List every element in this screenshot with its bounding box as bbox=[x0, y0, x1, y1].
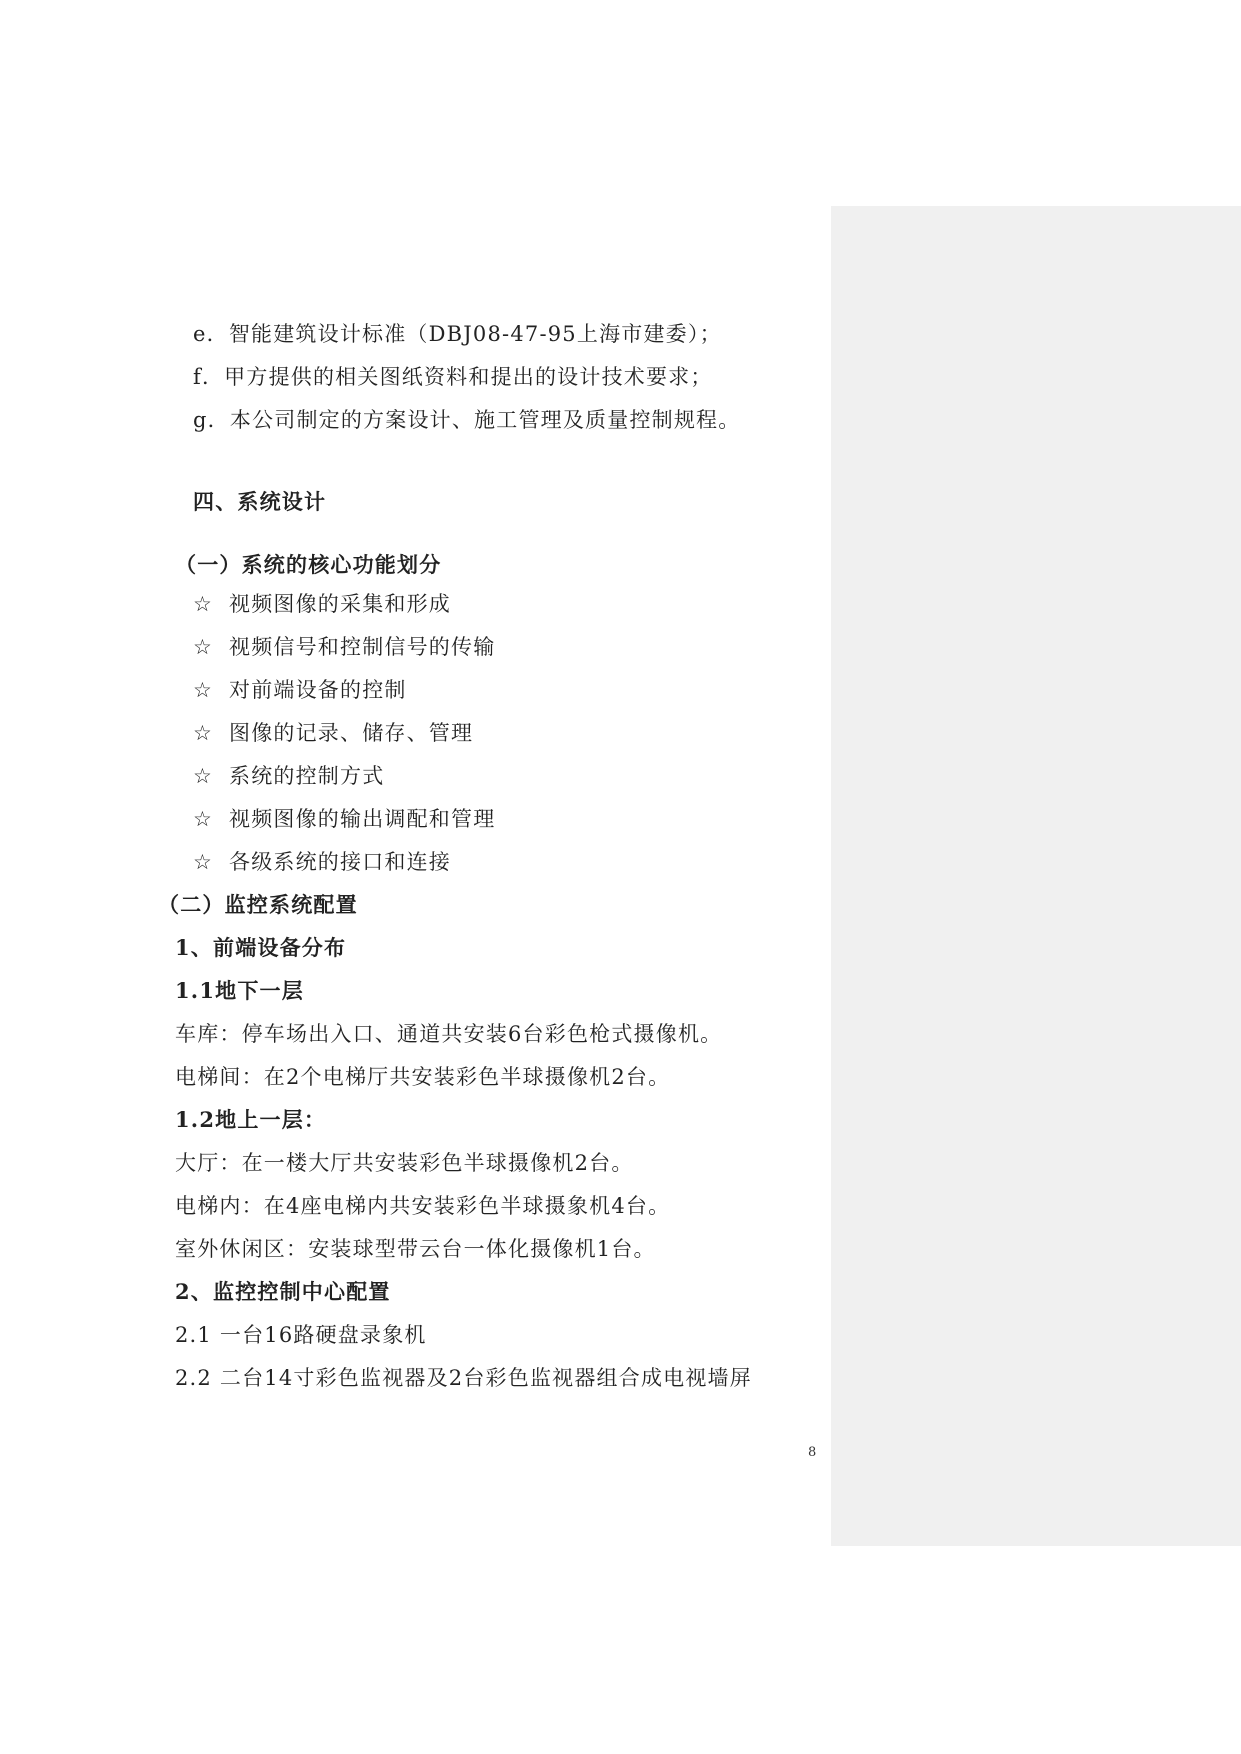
list-item: ☆ 图像的记录、储存、管理 bbox=[193, 718, 473, 748]
paragraph-elevator-car: 电梯内：在4座电梯内共安装彩色半球摄象机4台。 bbox=[175, 1194, 671, 1218]
list-item: ☆ 各级系统的接口和连接 bbox=[193, 847, 451, 877]
star-icon: ☆ bbox=[193, 850, 214, 874]
reference-item-g: g．本公司制定的方案设计、施工管理及质量控制规程。 bbox=[193, 408, 741, 432]
reference-item-e: e．智能建筑设计标准（DBJ08-47-95上海市建委）； bbox=[193, 322, 722, 346]
heading-ground-level: 1.2地上一层： bbox=[175, 1107, 327, 1132]
star-icon: ☆ bbox=[193, 592, 214, 616]
list-item: ☆ 视频图像的采集和形成 bbox=[193, 589, 451, 619]
page-number: 8 bbox=[808, 1445, 817, 1460]
star-icon: ☆ bbox=[193, 635, 214, 659]
list-item: ☆ 视频图像的输出调配和管理 bbox=[193, 804, 495, 834]
paragraph-elevator-hall: 电梯间：在2个电梯厅共安装彩色半球摄像机2台。 bbox=[175, 1065, 671, 1089]
paragraph-outdoor-area: 室外休闲区：安装球型带云台一体化摄像机1台。 bbox=[175, 1237, 656, 1261]
paragraph-garage: 车库：停车场出入口、通道共安装6台彩色枪式摄像机。 bbox=[175, 1022, 723, 1046]
star-icon: ☆ bbox=[193, 678, 214, 702]
star-icon: ☆ bbox=[193, 721, 214, 745]
heading-front-end-distribution: 1、前端设备分布 bbox=[175, 935, 347, 960]
subsection-heading-core-functions: （一）系统的核心功能划分 bbox=[175, 552, 442, 577]
list-item: ☆ 系统的控制方式 bbox=[193, 761, 384, 791]
list-item: ☆ 对前端设备的控制 bbox=[193, 675, 407, 705]
star-icon: ☆ bbox=[193, 764, 214, 788]
comment-margin-pane bbox=[831, 206, 1241, 1546]
heading-basement-level: 1.1地下一层 bbox=[175, 978, 304, 1003]
paragraph-lobby: 大厅：在一楼大厅共安装彩色半球摄像机2台。 bbox=[175, 1151, 634, 1175]
paragraph-monitor-wall: 2.2 二台14寸彩色监视器及2台彩色监视器组合成电视墙屏 bbox=[175, 1366, 752, 1390]
paragraph-dvr: 2.1 一台16路硬盘录象机 bbox=[175, 1323, 427, 1347]
star-icon: ☆ bbox=[193, 807, 214, 831]
reference-item-f: f．甲方提供的相关图纸资料和提出的设计技术要求； bbox=[193, 365, 713, 389]
list-item: ☆ 视频信号和控制信号的传输 bbox=[193, 632, 495, 662]
section-heading-system-design: 四、系统设计 bbox=[193, 489, 327, 514]
subsection-heading-monitoring-config: （二）监控系统配置 bbox=[158, 892, 358, 917]
heading-control-center: 2、监控控制中心配置 bbox=[175, 1279, 391, 1304]
